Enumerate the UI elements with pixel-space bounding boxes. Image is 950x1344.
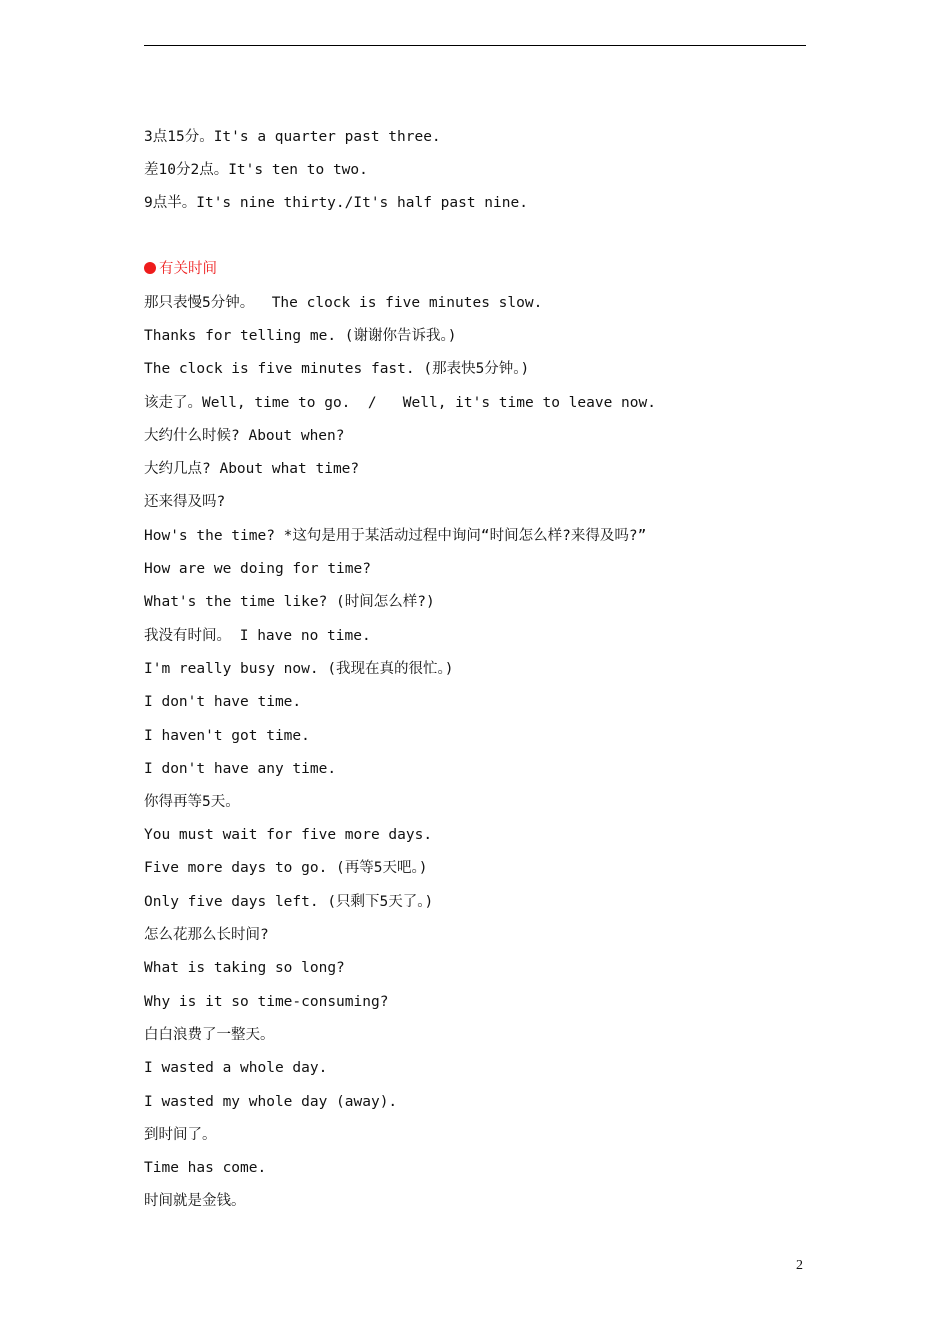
text-line: 3点15分。It's a quarter past three. xyxy=(144,129,441,145)
text-line: What is taking so long? xyxy=(144,960,345,976)
text-line: You must wait for five more days. xyxy=(144,827,433,843)
text-line: I don't have time. xyxy=(144,694,302,710)
text-line: I'm really busy now. (我现在真的很忙。) xyxy=(144,661,454,677)
section-heading xyxy=(144,259,217,279)
text-line: Five more days to go. (再等5天吧。) xyxy=(144,860,428,876)
text-line: 白白浪费了一整天。 xyxy=(144,1027,275,1043)
text-line: I haven't got time. xyxy=(144,728,310,744)
text-line: 还来得及吗? xyxy=(144,494,226,510)
page-number: 2 xyxy=(796,1258,803,1273)
text-line: The clock is five minutes fast. (那表快5分钟。) xyxy=(144,361,530,377)
text-line: How's the time? *这句是用于某活动过程中询问“时间怎么样?来得及吗?” xyxy=(144,528,647,544)
text-line: Why is it so time-consuming? xyxy=(144,994,389,1010)
text-line: Only five days left. (只剩下5天了。) xyxy=(144,894,434,910)
text-line: 那只表慢5分钟。 The clock is five minutes slow. xyxy=(144,295,543,311)
text-line: 你得再等5天。 xyxy=(144,794,240,810)
text-line: 大约什么时候? About when? xyxy=(144,428,345,444)
text-line: Time has come. xyxy=(144,1160,267,1176)
text-line: What's the time like? (时间怎么样?) xyxy=(144,594,435,610)
text-line: I don't have any time. xyxy=(144,761,337,777)
header-rule xyxy=(144,45,806,46)
text-line: I wasted a whole day. xyxy=(144,1060,328,1076)
text-line: How are we doing for time? xyxy=(144,561,371,577)
text-line: I wasted my whole day (away). xyxy=(144,1094,398,1110)
text-line: 怎么花那么长时间? xyxy=(144,927,269,943)
text-line: 大约几点? About what time? xyxy=(144,461,360,477)
text-line: 差10分2点。It's ten to two. xyxy=(144,162,368,178)
text-line: Thanks for telling me. (谢谢你告诉我。) xyxy=(144,328,457,344)
text-line: 到时间了。 xyxy=(144,1127,217,1143)
text-line: 9点半。It's nine thirty./It's half past nine. xyxy=(144,195,528,211)
text-line: 时间就是金钱。 xyxy=(144,1193,246,1209)
text-line: 我没有时间。 I have no time. xyxy=(144,628,371,644)
section-title: 有关时间 xyxy=(159,261,217,277)
text-line: 该走了。Well, time to go. / Well, it's time to leave now. xyxy=(144,395,656,411)
bullet-icon xyxy=(144,262,156,274)
